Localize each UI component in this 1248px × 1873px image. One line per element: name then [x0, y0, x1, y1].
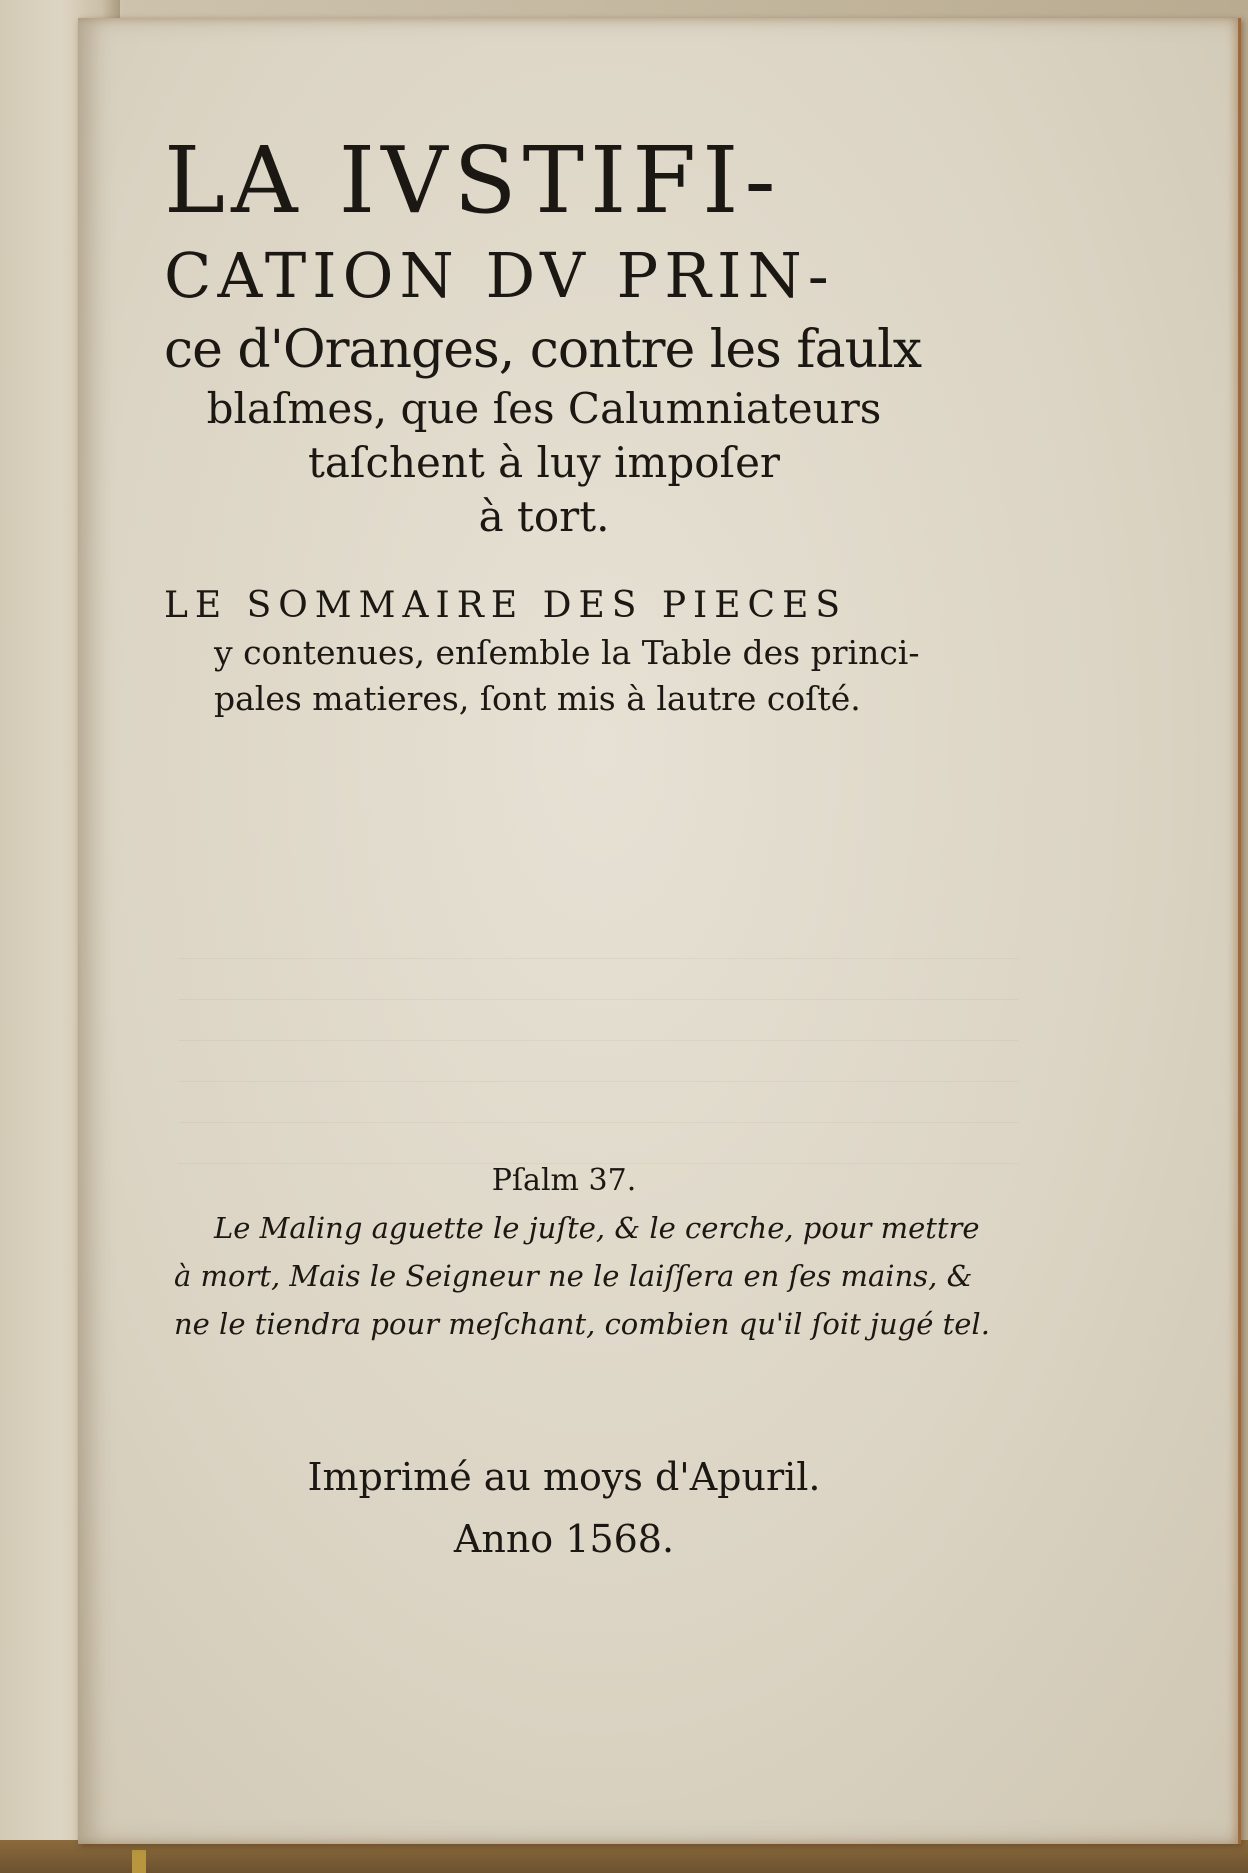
- title-line-3: ce d'Oranges, contre les faulx: [164, 320, 922, 380]
- summary-block: [164, 582, 924, 722]
- psalm-epigraph: [174, 1158, 990, 1348]
- show-through-text: [178, 918, 1018, 1164]
- title-line-1: LA IVSTIFI-: [164, 127, 782, 234]
- book-cover-edge: [0, 1840, 1248, 1873]
- title-block: [164, 128, 924, 722]
- psalm-line-3: ne le tiendra pour meſchant, combien qu'il ſoit jugé tel.: [174, 1307, 990, 1341]
- ribbon-marker: [132, 1850, 146, 1873]
- summary-line-2: y contenues, enſemble la Table des princi-: [214, 633, 920, 672]
- psalm-reference: Pſalm 37.: [491, 1163, 637, 1198]
- title-line-6: à tort.: [478, 492, 610, 541]
- imprint-line-1: Imprimé au moys d'Apuril.: [307, 1455, 821, 1499]
- imprint-block: [174, 1446, 954, 1570]
- title-line-4: blaſmes, que ſes Calumniateurs: [206, 384, 882, 433]
- psalm-line-2: à mort, Mais le Seigneur ne le laiſſera en ſes mains, &: [174, 1259, 973, 1293]
- imprint-line-2: Anno 1568.: [453, 1517, 675, 1561]
- summary-line-3: pales matieres, ſont mis à lautre coſté.: [214, 679, 861, 718]
- title-line-2: CATION DV PRIN-: [164, 239, 835, 312]
- title-line-5: taſchent à luy impoſer: [307, 438, 781, 487]
- psalm-line-1: Le Maling aguette le juſte, & le cerche, pour mettre: [214, 1211, 980, 1245]
- title-page: [78, 18, 1241, 1844]
- summary-line-1: LE SOMMAIRE DES PIECES: [164, 585, 848, 626]
